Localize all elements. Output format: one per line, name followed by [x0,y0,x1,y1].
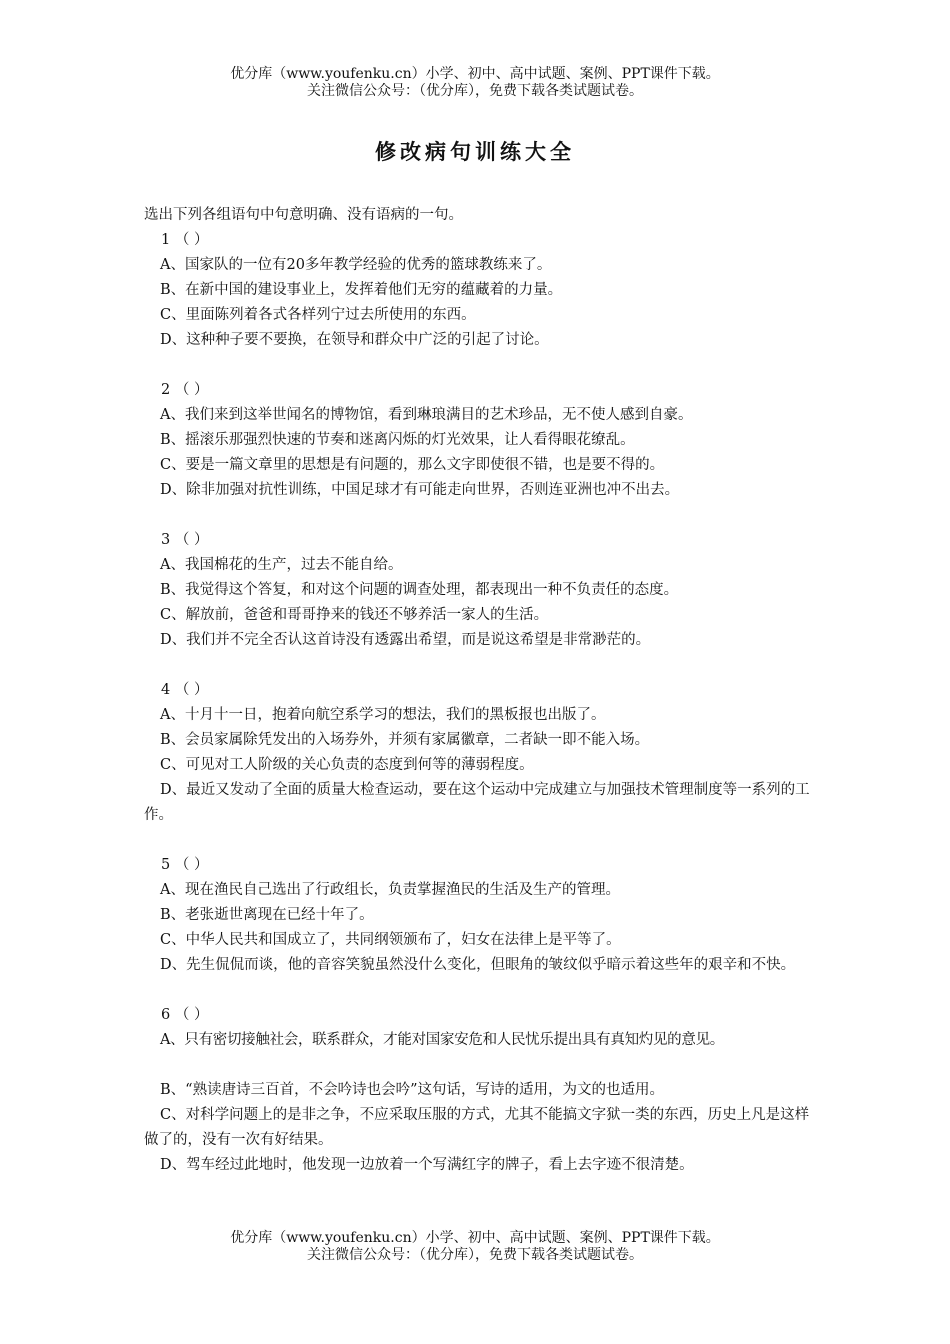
question-number: 5 （ ） [161,857,209,873]
option-c: C、要是一篇文章里的思想是有问题的，那么文字即使很不错，也是要不得的。 [160,457,665,473]
option-a: A、我国棉花的生产，过去不能自给。 [160,557,403,573]
question-1 [144,228,820,353]
question-number: 1 （ ） [161,232,209,248]
question-6 [144,1003,820,1178]
question-number: 4 （ ） [161,682,209,698]
option-c: C、对科学问题上的是非之争，不应采取压服的方式，尤其不能搞文字狱一类的东西，历史上凡是这样做了的，没有一次有好结果。 [144,1107,810,1148]
option-d: D、我们并不完全否认这首诗没有透露出希望，而是说这希望是非常渺茫的。 [160,632,651,648]
footer-line-2: 关注微信公众号：（优分库），免费下载各类试题试卷。 [307,1247,643,1263]
page-header [0,66,950,100]
question-3 [144,528,820,653]
header-line-2: 关注微信公众号：（优分库），免费下载各类试题试卷。 [307,83,643,99]
question-number: 6 （ ） [161,1007,209,1023]
option-a: A、国家队的一位有20多年教学经验的优秀的篮球教练来了。 [160,257,552,273]
option-c: C、解放前，爸爸和哥哥挣来的钱还不够养活一家人的生活。 [160,607,549,623]
question-4 [144,678,820,828]
option-a: A、我们来到这举世闻名的博物馆，看到琳琅满目的艺术珍品，无不使人感到自豪。 [160,407,693,423]
option-a: A、只有密切接触社会，联系群众，才能对国家安危和人民忧乐提出具有真知灼见的意见。 [160,1032,724,1048]
question-5 [144,853,820,978]
option-d: D、驾车经过此地时，他发现一边放着一个写满红字的牌子，看上去字迹不很清楚。 [160,1157,694,1173]
page-footer [0,1230,950,1264]
option-b: B、摇滚乐那强烈快速的节奏和迷离闪烁的灯光效果，让人看得眼花缭乱。 [160,432,635,448]
option-c: C、中华人民共和国成立了，共同纲领颁布了，妇女在法律上是平等了。 [160,932,621,948]
option-d: D、除非加强对抗性训练，中国足球才有可能走向世界，否则连亚洲也冲不出去。 [160,482,680,498]
document-body [144,203,820,1178]
question-2 [144,378,820,503]
option-b: B、老张逝世离现在已经十年了。 [160,907,374,923]
document-title: 修改病句训练大全 [375,140,575,164]
option-a: A、现在渔民自己选出了行政组长，负责掌握渔民的生活及生产的管理。 [160,882,620,898]
option-c: C、里面陈列着各式各样列宁过去所使用的东西。 [160,307,476,323]
option-d: D、先生侃侃而谈，他的音容笑貌虽然没什么变化，但眼角的皱纹似乎暗示着这些年的艰辛和不快。 [160,957,796,973]
option-b: B、会员家属除凭发出的入场券外，并须有家属徽章，二者缺一即不能入场。 [160,732,650,748]
question-number: 2 （ ） [161,382,209,398]
question-number: 3 （ ） [161,532,209,548]
option-d: D、最近又发动了全面的质量大检查运动，要在这个运动中完成建立与加强技术管理制度等一系列的工作。 [144,782,810,823]
footer-line-1: 优分库（www.youfenku.cn）小学、初中、高中试题、案例、PPT课件下载。 [230,1230,720,1246]
option-b: B、我觉得这个答复，和对这个问题的调查处理，都表现出一种不负责任的态度。 [160,582,679,598]
option-b: B、“熟读唐诗三百首，不会吟诗也会吟”这句话，写诗的适用，为文的也适用。 [160,1082,664,1098]
option-c: C、可见对工人阶级的关心负责的态度到何等的薄弱程度。 [160,757,534,773]
option-b: B、在新中国的建设事业上，发挥着他们无穷的蕴藏着的力量。 [160,282,563,298]
option-a: A、十月十一日，抱着向航空系学习的想法，我们的黑板报也出版了。 [160,707,606,723]
instruction: 选出下列各组语句中句意明确、没有语病的一句。 [144,207,463,223]
header-line-1: 优分库（www.youfenku.cn）小学、初中、高中试题、案例、PPT课件下载。 [230,66,720,82]
option-d: D、这种种子要不要换，在领导和群众中广泛的引起了讨论。 [160,332,549,348]
